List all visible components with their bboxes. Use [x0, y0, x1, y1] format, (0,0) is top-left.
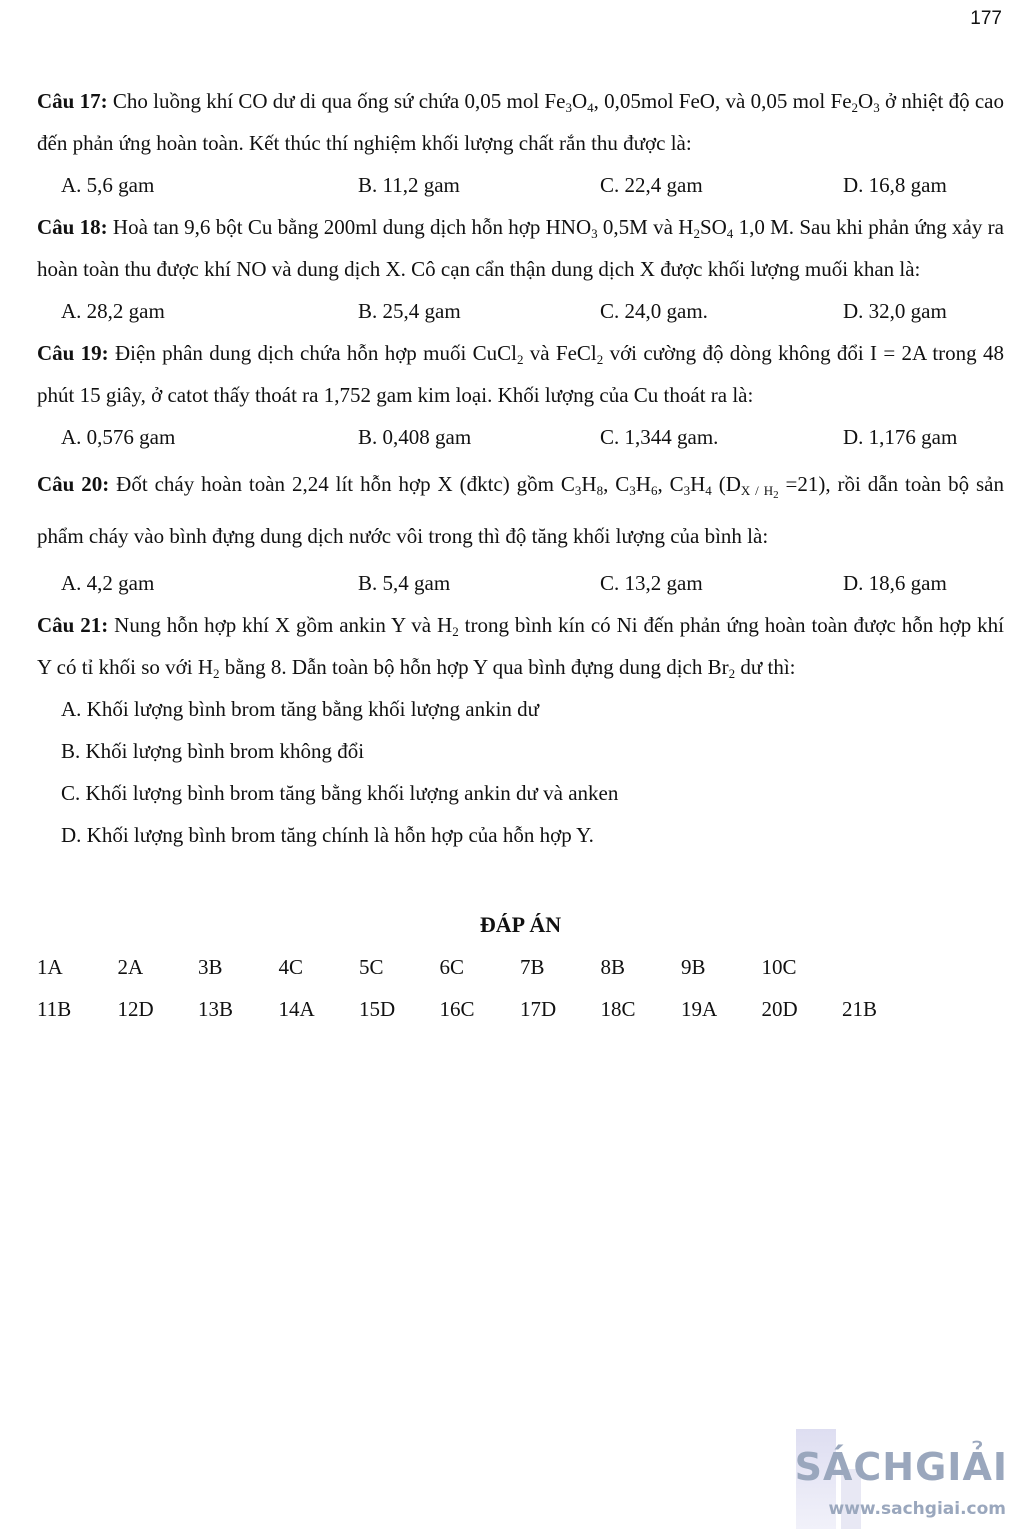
option-c: C. Khối lượng bình brom tăng bằng khối lượng ankin dư và anken	[61, 781, 619, 805]
question-18: Câu 18: Hoà tan 9,6 bột Cu bằng 200ml dung dịch hỗn hợp $HNO_3$ 0,5M và $H_2SO_4$ 1,0 M. Sau khi phản ứng xảy ra hoàn toàn thu được khí NO và dung dịch X. Cô cạn cẩn thận dung dịch X được khối lượng muối khan là:	[37, 215, 1004, 281]
answer-item: 10C	[761, 955, 797, 979]
options-19	[37, 416, 1004, 458]
answer-item: 3B	[198, 955, 223, 979]
answer-item: 18C	[600, 997, 636, 1021]
option-c: C. 22,4 gam	[600, 173, 703, 197]
answer-item: 21B	[842, 997, 878, 1021]
watermark-url: www.sachgiai.com	[828, 1499, 1006, 1519]
answer-item: 20D	[761, 997, 798, 1021]
option-a: A. 5,6 gam	[61, 173, 155, 197]
question-label: Câu 18:	[37, 215, 108, 239]
answer-item: 17D	[520, 997, 557, 1021]
answer-item: 5C	[359, 955, 384, 979]
option-c: C. 13,2 gam	[600, 571, 703, 595]
option-b: B. 11,2 gam	[358, 173, 460, 197]
answer-item: 16C	[439, 997, 475, 1021]
answers-row-1	[37, 946, 1004, 988]
option-d: D. 18,6 gam	[843, 571, 947, 595]
answer-item: 2A	[117, 955, 144, 979]
answer-item: 6C	[439, 955, 465, 979]
question-label: Câu 19:	[37, 341, 109, 365]
option-d: D. 1,176 gam	[843, 425, 958, 449]
answer-item: 1A	[37, 955, 63, 979]
option-b: B. 5,4 gam	[358, 571, 451, 595]
option-c: C. 24,0 gam.	[600, 299, 708, 323]
answer-item: 14A	[278, 997, 315, 1021]
option-a: A. Khối lượng bình brom tăng bằng khối lượng ankin dư	[61, 697, 540, 721]
answers-title: ĐÁP ÁN	[479, 912, 562, 937]
page-number: 177	[970, 8, 1002, 29]
answer-item: 13B	[198, 997, 234, 1021]
question-label: Câu 21:	[37, 613, 109, 637]
answers-row-2	[37, 988, 1004, 1030]
answer-item: 7B	[520, 955, 545, 979]
watermark-logo: SÁCHGIẢI	[794, 1445, 1008, 1489]
option-b: B. 25,4 gam	[358, 299, 461, 323]
option-d: D. 32,0 gam	[843, 299, 947, 323]
question-label: Câu 20:	[37, 472, 110, 496]
options-20	[37, 562, 1004, 604]
option-b: B. 0,408 gam	[358, 425, 472, 449]
option-a: A. 0,576 gam	[61, 425, 176, 449]
answer-item: 9B	[681, 955, 706, 979]
answer-item: 12D	[117, 997, 154, 1021]
options-18	[37, 290, 1004, 332]
option-b: B. Khối lượng bình brom không đổi	[61, 739, 365, 763]
document-body	[37, 80, 1004, 1030]
option-c: C. 1,344 gam.	[600, 425, 719, 449]
answer-item: 4C	[278, 955, 304, 979]
question-label: Câu 17:	[37, 89, 108, 113]
option-d: D. Khối lượng bình brom tăng chính là hỗn hợp của hỗn hợp Y.	[61, 823, 594, 847]
option-a: A. 28,2 gam	[61, 299, 165, 323]
option-a: A. 4,2 gam	[61, 571, 155, 595]
question-20: Câu 20: Đốt cháy hoàn toàn 2,24 lít hỗn hợp X (đktc) gồm $C_3H_8$, $C_3H_6$, $C_3H_4$ $(D_{X / H_2} =21)$, rồi dẫn toàn bộ sản phẩm cháy vào bình đựng dung dịch nước vôi trong thì độ tăng khối lượng của bình là:	[37, 472, 1005, 548]
option-d: D. 16,8 gam	[843, 173, 947, 197]
answer-item: 11B	[37, 997, 72, 1021]
question-21: Câu 21: Nung hỗn hợp khí X gồm ankin Y và $H_2$ trong bình kín có Ni đến phản ứng hoàn toàn được hỗn hợp khí Y có tỉ khối so với $H_2$ bằng 8. Dẫn toàn bộ hỗn hợp Y qua bình đựng dung dịch $Br_2$ dư thì:	[37, 613, 1004, 681]
options-17	[37, 164, 1004, 206]
question-17: Câu 17: Cho luồng khí CO dư di qua ống sứ chứa 0,05 mol $Fe_3O_4$, 0,05mol FeO, và 0,05 mol $Fe_2O_3$ ở nhiệt độ cao đến phản ứng hoàn toàn. Kết thúc thí nghiệm khối lượng chất rắn thu được là:	[37, 89, 1004, 155]
answer-item: 8B	[600, 955, 626, 979]
answer-item: 19A	[681, 997, 718, 1021]
question-19: Câu 19: Điện phân dung dịch chứa hỗn hợp muối CuCl$_2$ và FeCl$_2$ với cường độ dòng không đổi I = 2A trong 48 phút 15 giây, ở catot thấy thoát ra 1,752 gam kim loại. Khối lượng của Cu thoát ra là:	[37, 341, 1004, 407]
watermark	[696, 1399, 1016, 1529]
answer-item: 15D	[359, 997, 396, 1021]
